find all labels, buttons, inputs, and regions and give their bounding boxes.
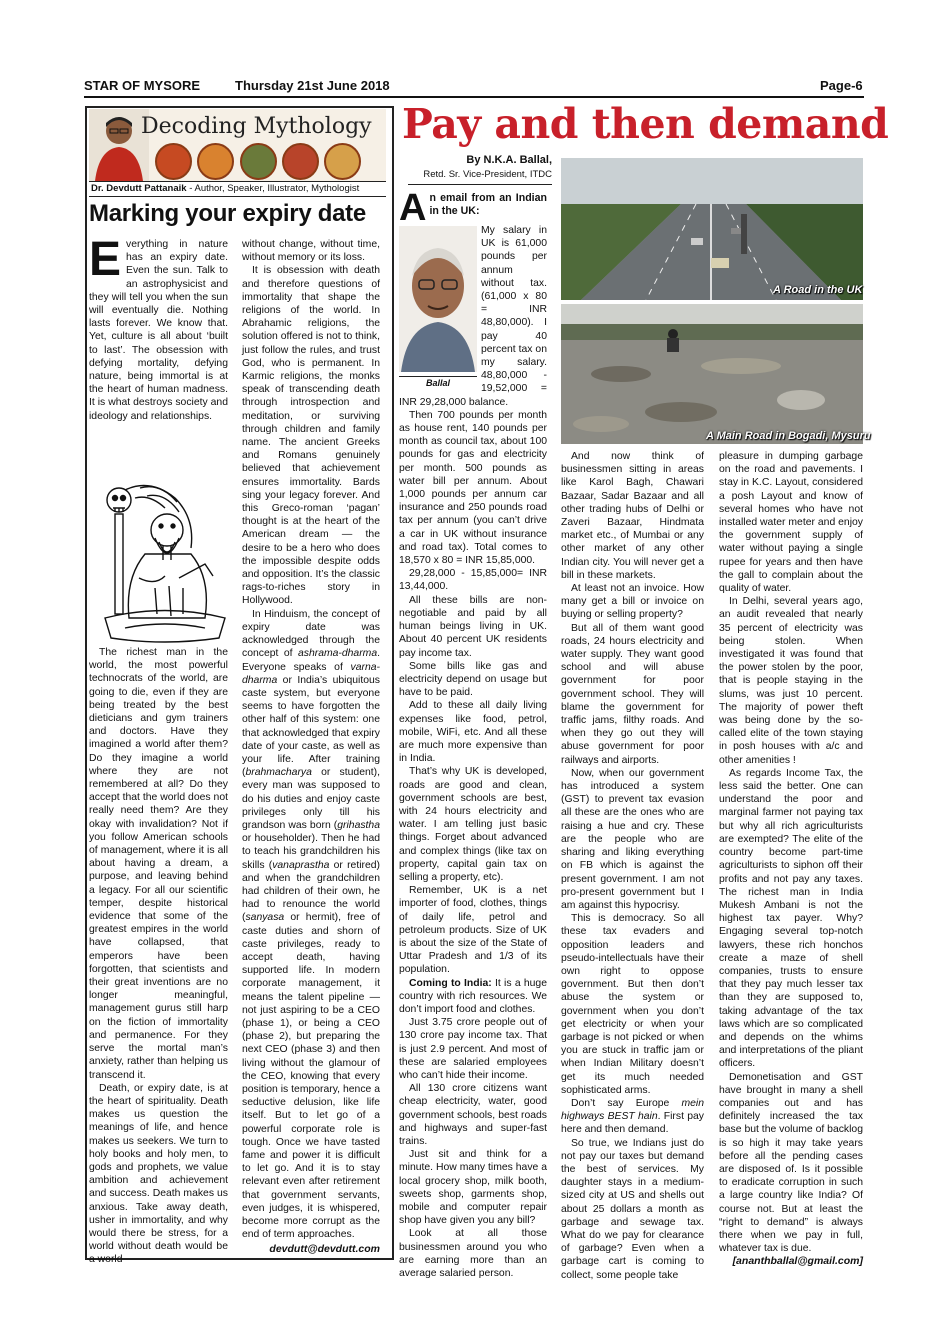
mythology-mask-icon: [240, 143, 277, 180]
paragraph: The richest man in the world, the most powerful technocrats of the world, are going to die, even if they are being treated by the best dieticians and gym trainers and doctors. Have they imagined a world after them? Do they imagine a world where they are not remembered at all? Do they accept that the world does not really need them? Are they okay with invalidation? Not if you follow American schools of management, where it is all about having a dream, a purpose, and leaving behind a legacy. For all our scientific temper, despite historical evidence that some of the greatest empires in the world have collapsed, that emperors have been forgotten, that scientists and their great inventions are no longer meaningful, management gurus still harp on the fiction of immortality and permanence. For they serve the mortal man’s anxiety, rather than helping us transcend it.: [89, 647, 228, 1081]
paragraph: without change, without time, without memory or its loss.: [242, 239, 380, 264]
article-headline: Pay and then demand: [402, 100, 889, 148]
column-email: devdutt@devdutt.com: [269, 1243, 380, 1256]
paragraph: Death, or expiry date, is at the heart of spirituality. Death makes us question the meanings of life, and hence makes us seekers. We turn to holy books and holy men, to gods and prophets, we value ambition and achievement and success. Death makes us anxious. Take away death, usher in immortality, and why would there be stress, for a world without death would be a world: [89, 1082, 228, 1266]
banner-title: Decoding Mythology: [141, 114, 372, 139]
paragraph: Add to these all daily living expenses like food, petrol, mobile, WiFi, etc. And all these are much more expensive than in India.: [399, 700, 547, 765]
paragraph: Just 3.75 crore people out of 130 crore pay income tax. That is just 2.9 percent. And most of these are salaried employees who can’t hide their income.: [399, 1017, 547, 1081]
paragraph: Look at all those businessmen around you who are earning more than an average salaried person.: [399, 1228, 547, 1280]
column-headline: Marking your expiry date: [89, 200, 366, 227]
divider: [89, 181, 386, 182]
column-text-col2: [242, 238, 380, 1257]
paragraph: That’s why UK is developed, roads are good and clean, government schools are best, with 24 hours electricity and water. I am telling just basic things. Forget about advanced and complex things (like tax on property, capital gain tax on selling a property, etc).: [399, 766, 547, 883]
photo-label: Ballal: [399, 376, 477, 390]
paragraph: Then 700 pounds per month as house rent, 140 pounds per month as council tax, about 100 pounds for gas and electricity per month. 500 pounds as water bill per annum. About 1,000 pounds per annum car insurance and 250 pounds road tax per annum (you can’t drive a car in UK without insurance and road tax). Total comes to 18,570 x 80 = INR 15,85,000.: [399, 409, 547, 567]
paragraph: As regards Income Tax, the less said the better. One can understand the poor and marginal farmer not paying tax but why all rich agriculturists are exempted? The elite of the country become part-time agriculturists to siphon off their profits and not pay any taxes. The richest man in India Mukesh Ambani is not the highest tax payer. Why? Engaging several top-notch lawyers, these rich honchos create a maze of shell companies, trusts to ensure that they pay much lesser tax than they are supposed to, taking advantage of the tax laws which are so complicated and depends on the whims and interpretations of the pliant officers.: [719, 767, 863, 1070]
paragraph: Now, when our government has introduced a system (GST) to prevent tax evasion all these are the ones who are raising a hue and cry. These are the people who are sharing and liking everything on FB which is against the present government. I am not pro-present government but I am against this hypocrisy.: [561, 767, 704, 911]
paragraph: In Hinduism, the concept of expiry date was acknowledged through the concept of ashrama-dharma. Everyone speaks of varna-dharma or India’s ubiquitous caste system, but everyone seems to have forgotten the other half of this system: one that acknowledged that expiry date of your caste, as well as your life. After training (brahmacharya or student), every man was supposed to do his duties and enjoy caste privileges only till his grandson was born (grihastha or householder). Then he had to teach his grandchildren his skills (vanaprastha or retired) and when the grandchildren had children of their own, he had to renounce the world (sanyasa or hermit), free of caste duties and shorn of caste privileges, ready to accept death, having supported life. In modern corporate management, it means the talent pipeline — not just aspiring to be a CEO (phase 1), or being a CEO (phase 2), but preparing the next CEO (phase 3) and then living without the glamour of the CEO, knowing that every position is temporary, hence a seductive delusion, like life itself. But to let go of a powerful corporate role is tough. Once we have tasted fame and power it is difficult to let go. And it is to stay relevant even after retirement that government servants, even judges, it is whispered, become more corrupt as the end of term approaches.: [242, 608, 380, 1241]
author-name: Dr. Devdutt Pattanaik: [91, 183, 187, 194]
paragraph: Remember, UK is a net importer of food, clothes, things of daily life, petrol and petroleum products. Size of UK is about the size of the State of Uttar Pradesh and 1/3 of its population.: [399, 885, 547, 976]
ballal-portrait: [399, 226, 477, 372]
paragraph: Coming to India: It is a huge country with rich resources. We don’t import food and clothes.: [399, 977, 547, 1015]
article-text-col1: [399, 192, 547, 1280]
author-portrait: [89, 109, 149, 181]
mythology-mask-icon: [197, 143, 234, 180]
paragraph: 29,28,000 - 15,85,000= INR 13,44,000.: [399, 568, 547, 593]
paragraph: But all of them want good roads, 24 hours electricity and water supply. They want good school and will abuse government for poor government school. They will blame the government for traffic jams, filthy roads. And when they go out they will abuse government for poor railways and airports.: [561, 622, 704, 766]
paragraph: Just sit and think for a minute. How many times have a local grocery shop, milk booth, sweets shop, garments shop, mobile and computer repair shop have given you any bill?: [399, 1149, 547, 1227]
divider: [89, 196, 386, 197]
paragraph: My salary in UK is 61,000 pounds per annum without tax. (61,000 x 80 = INR 48,80,000). I pay 40 percent tax on my salary. 48,80,000 - 19,52,000 = INR 29,28,000 balance.: [399, 225, 547, 408]
paragraph: This is democracy. So all these tax evaders and opposition leaders and pseudo-intellectuals have their own right to oppose government. But then don’t abuse the system or government when you don’t get electricity or when your garbage is not picked or when you are stuck in traffic jam or when Indian Military doesn’t get its much needed sophisticated arms.: [561, 913, 704, 1096]
paragraph: And now think of businessmen sitting in areas like Karol Bagh, Chawari Bazaar, Sadar Bazaar and all other trading hubs of Delhi or Zaveri Bazaar, Hindmata market etc., of Mumbai or any other market of any other Indian city. You will never get a bill in these markets.: [561, 451, 704, 581]
article-text-col2: [561, 450, 704, 1282]
paragraph: verything in nature has an expiry date. Even the sun. Talk to an astrophysicist and they will tell you when the sun will eventually die. Nothing lasts forever. We know that. Yet, culture is all about ‘built to last’. The obsession with defying mortality, defying nature, being immortal is at the heart of human madness. It is what destroys society and ideology and relationships.: [89, 239, 228, 422]
paragraph: Some bills like gas and electricity depend on usage but have to be paid.: [399, 660, 547, 699]
paragraph: At least not an invoice. How many get a bill or invoice on buying or selling property?: [561, 583, 704, 621]
article-byline-name: By N.K.A. Ballal,: [466, 154, 552, 166]
photo-caption-bogadi: A Main Road in Bogadi, Mysuru: [706, 430, 871, 442]
paragraph: Demonetisation and GST have brought in many a shell companies out and has definitely increased the tax base but the volume of backlog is so high it may take years before all the pending cases are disposed of. Is it possible to eradicate corruption in such a large country like India? Of course not. But at least the “right to demand” is always there when we pay in full, whatever tax is due.: [719, 1071, 863, 1255]
article-email: [ananthballal@gmail.com]: [732, 1255, 863, 1268]
issue-date: Thursday 21st June 2018: [235, 78, 390, 93]
paragraph: It is obsession with death and therefore questions of immortality that shape the religions of the world. In Abrahamic religions, the solution offered is not to think, just follow the rules, and trust God, who is permanent. In Karmic religions, the monks speak of transcending death through introspection and meditation, or surviving through children and family name. The ancient Greeks and Romans genuinely believed that achievement ensures immortality. Bards sing your legacy forever. And this Greco-roman ‘pagan’ thought is at the heart of the American dream — the desire to be a hero who does the impossible despite odds and opposition. It’s the classic rags-to-riches story in Hollywood.: [242, 265, 380, 607]
header-rule: [84, 96, 864, 98]
author-photo-block: [399, 226, 477, 388]
article-byline-title: Retd. Sr. Vice-President, ITDC: [423, 169, 552, 180]
page-number: Page-6: [820, 78, 863, 93]
divider: [408, 184, 552, 185]
bogadi-road-photo: [561, 304, 863, 444]
author-byline: [91, 183, 359, 194]
paragraph: pleasure in dumping garbage on the road and pavements. I stay in K.C. Layout, considered a posh Layout and know of several homes who have not installed water meter and enjoy the government supply of water without paying a single rupee for years and then have the gall to complain about the quality of water.: [719, 451, 863, 595]
mythology-mask-icon: [155, 143, 192, 180]
photo-caption-uk: A Road in the UK: [773, 284, 863, 296]
mythology-mask-icon: [282, 143, 319, 180]
paragraph: All these bills are non-negotiable and paid by all human beings living in UK. About 40 percent UK residents pay income tax.: [399, 594, 547, 659]
paragraph: So true, we Indians just do not pay our taxes but demand the best of services. My daughter stays in a medium-sized city at US and shells out about 25 dollars a month as garbage and sewage tax. What do we pay for clearance of garbage? Even when a garbage cart is coming to collect, some people take: [561, 1137, 704, 1281]
sadhu-illustration: [95, 468, 229, 646]
column-text-col1-bottom: [89, 646, 228, 1267]
uk-road-photo: [561, 158, 863, 300]
dropcap: E: [89, 233, 122, 286]
paragraph: Don’t say Europe mein highways BEST hain. First pay here and then demand.: [561, 1097, 704, 1136]
paragraph: In Delhi, several years ago, an audit revealed that nearly 35 percent of electricity was being stolen. When investigated it was found that the power stolen by the poor, that is people staying in the slums, was just 10 percent. The majority of power theft was being done by the so-called elite of the town staying in posh houses with a/c and other amenities !: [719, 596, 863, 766]
paragraph: All 130 crore citizens want cheap electricity, water, good government schools, best roads and highways and super-fast trains.: [399, 1083, 547, 1148]
article-text-col3: [719, 450, 863, 1269]
newspaper-name: STAR OF MYSORE: [84, 78, 201, 93]
column-text-col1-top: [89, 233, 228, 423]
dropcap: A: [399, 192, 427, 224]
mythology-mask-icon: [324, 143, 361, 180]
intro-heading: n email from an Indian in the UK:: [429, 192, 547, 218]
author-description: - Author, Speaker, Illustrator, Mythologist: [186, 183, 360, 194]
